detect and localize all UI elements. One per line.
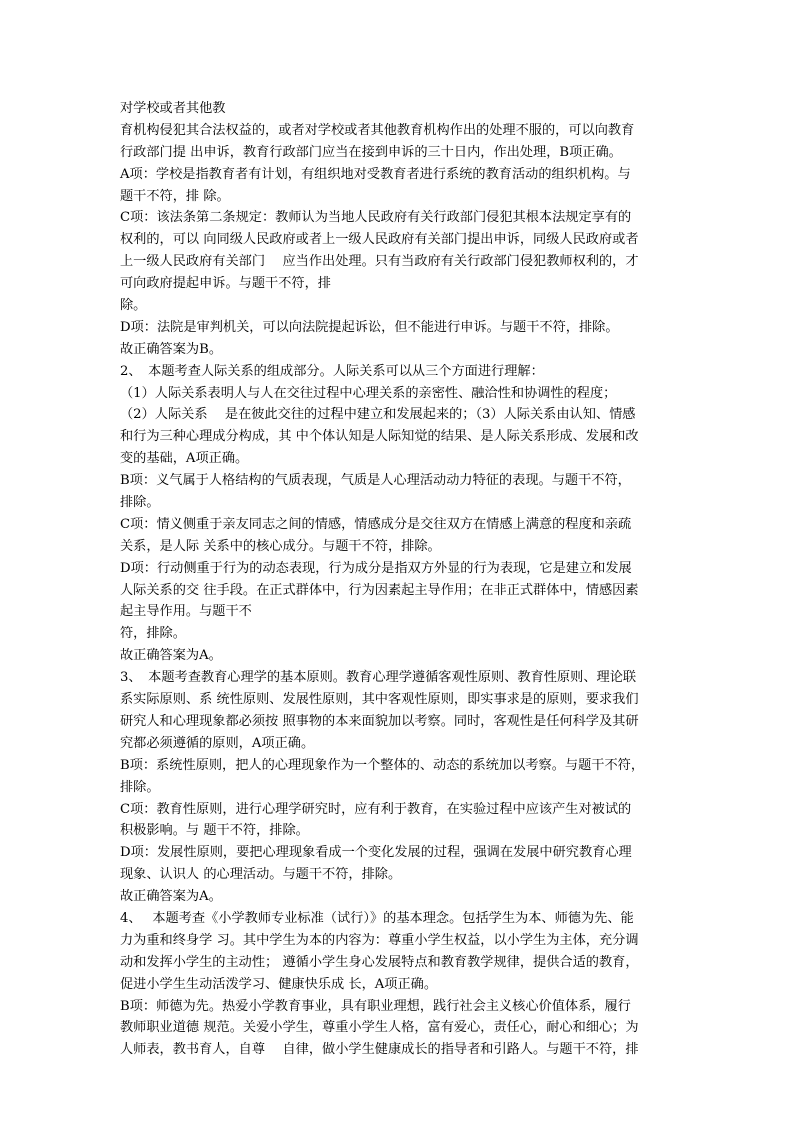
text-line: 2、 本题考查人际关系的组成部分。人际关系可以从三个方面进行理解： (120, 363, 544, 379)
text-line: 对学校或者其他教 (120, 101, 226, 116)
text-line: 可向政府提起申诉。与题干不符，排 (120, 276, 331, 292)
text-line: 关系，是人际 关系中的核心成分。与题干不符，排除。 (120, 538, 441, 554)
text-line: B项：师德为先。热爱小学教育事业，具有职业理想，践行社会主义核心价值体系，履行 (120, 998, 631, 1014)
text-line: 人师表，教书育人，自尊 自律，做小学生健康成长的指导者和引路人。与题干不符，排 (120, 1042, 639, 1058)
text-line: 故正确答案为B。 (120, 341, 223, 357)
text-line: 力为重和终身学 习。其中学生为本的内容为：尊重小学生权益，以小学生为主体，充分调 (120, 932, 639, 948)
text-line: 4、 本题考查《小学教师专业标准（试行）》的基本理念。包括学生为本、师德为先、能 (120, 910, 634, 926)
text-line: 3、 本题考查教育心理学的基本原则。教育心理学遵循客观性原则、教育性原则、理论联 (120, 670, 637, 686)
text-line: C项：该法条第二条规定：教师认为当地人民政府有关行政部门侵犯其根本法规定享有的 (120, 210, 632, 226)
text-line: 动和发挥小学生的主动性； 遵循小学生身心发展特点和教育教学规律，提供合适的教育， (120, 954, 639, 970)
text-line: （2）人际关系 是在彼此交往的过程中建立和发展起来的；（3）人际关系由认知、情感 (120, 407, 636, 423)
text-line: 除。 (120, 298, 147, 314)
text-line: 变的基础，A项正确。 (120, 451, 249, 467)
text-line: 上一级人民政府有关部门 应当作出处理。只有当政府有关行政部门侵犯教师权利的，才 (120, 254, 639, 270)
text-line: 积极影响。与 题干不符，排除。 (120, 823, 309, 839)
text-line: 故正确答案为A。 (120, 889, 222, 905)
text-line: 促进小学生生动活泼学习、健康快乐成 长，A项正确。 (120, 976, 438, 992)
text-line: B项：系统性原则，把人的心理现象作为一个整体的、动态的系统加以考察。与题干不符， (120, 757, 644, 773)
text-line: D项：法院是审判机关，可以向法院提起诉讼，但不能进行申诉。与题干不符，排除。 (120, 319, 619, 335)
text-line: 系实际原则、系 统性原则、发展性原则，其中客观性原则，即实事求是的原则，要求我们 (120, 692, 639, 708)
text-line: D项：发展性原则，要把心理现象看成一个变化发展的过程，强调在发展中研究教育心理 (120, 845, 632, 861)
text-line: 权利的，可以 向同级人民政府或者上一级人民政府有关部门提出申诉，同级人民政府或者 (120, 232, 639, 248)
text-line: C项：教育性原则，进行心理学研究时，应有利于教育，在实验过程中应该产生对被试的 (120, 801, 632, 817)
text-line: 人际关系的交 往手段。在正式群体中，行为因素起主导作用；在非正式群体中，情感因素 (120, 582, 639, 598)
text-line: 排除。 (120, 495, 160, 511)
text-line: 起主导作用。与题干不 (120, 604, 252, 620)
text-line: 行政部门提 出申诉，教育行政部门应当在接到申诉的三十日内，作出处理，B项正确。 (120, 144, 622, 160)
text-line: 排除。 (120, 779, 160, 795)
text-line: C项：情义侧重于亲友同志之间的情感，情感成分是交往双方在情感上满意的程度和亲疏 (120, 516, 632, 532)
text-line: （1）人际关系表明人与人在交往过程中心理关系的亲密性、融洽性和协调性的程度； (120, 385, 617, 401)
text-line: A项：学校是指教育者有计划，有组织地对受教育者进行系统的教育活动的组织机构。与 (120, 166, 631, 182)
document-body (120, 98, 680, 1061)
text-line: 研究人和心理现象都必须按 照事物的本来面貌加以考察。同时，客观性是任何科学及其研 (120, 713, 639, 729)
text-line: 育机构侵犯其合法权益的，或者对学校或者其他教育机构作出的处理不服的，可以向教育 (120, 122, 635, 138)
text-line: B项：义气属于人格结构的气质表现，气质是人心理活动动力特征的表现。与题干不符， (120, 473, 631, 489)
text-line: 和行为三种心理成分构成，其 中个体认知是人际知觉的结果、是人际关系形成、发展和改 (120, 429, 639, 445)
text-line: 究都必须遵循的原则，A项正确。 (120, 735, 315, 751)
text-line: D项：行动侧重于行为的动态表现，行为成分是指双方外显的行为表现，它是建立和发展 (120, 560, 632, 576)
text-line: 题干不符，排 除。 (120, 188, 230, 204)
text-line: 教师职业道德 规范。关爱小学生，尊重小学生人格，富有爱心，责任心，耐心和细心；为 (120, 1020, 639, 1036)
text-line: 符，排除。 (120, 626, 186, 642)
text-line: 现象、认识人 的心理活动。与题干不符，排除。 (120, 867, 402, 883)
text-line: 故正确答案为A。 (120, 648, 222, 664)
